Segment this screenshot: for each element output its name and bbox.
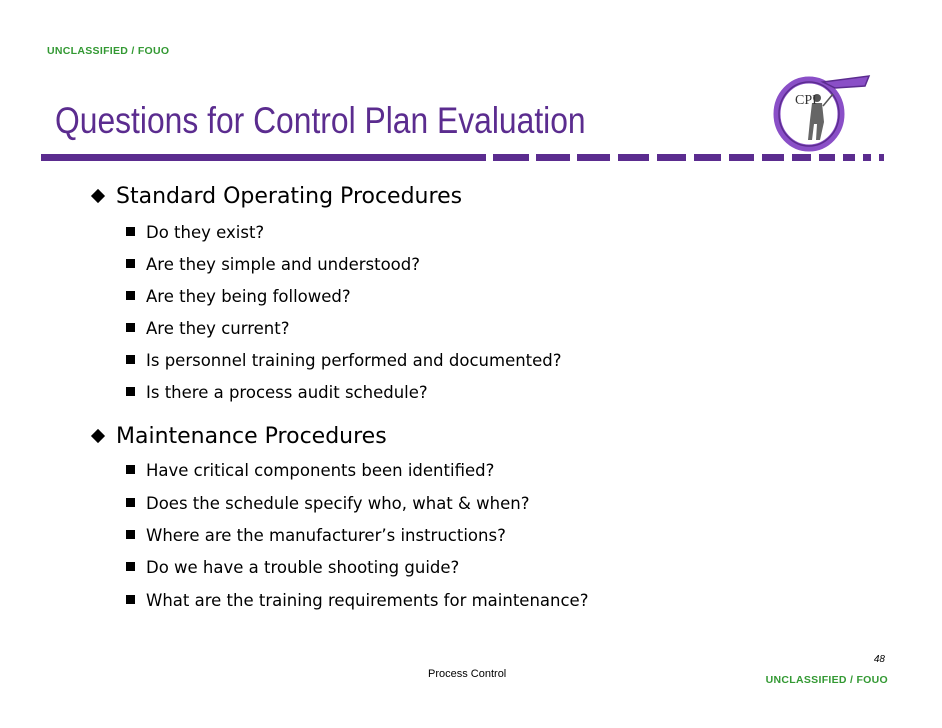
cpi-sigma-logo	[765, 70, 875, 152]
footer-title: Process Control	[428, 668, 507, 680]
diamond-bullet-icon	[91, 428, 105, 442]
slide-title: Questions for Control Plan Evaluation	[55, 100, 586, 141]
page-number: 48	[873, 654, 885, 665]
classification-banner-bottom: UNCLASSIFIED / FOUO	[765, 674, 888, 686]
list-item-text: Are they current?	[146, 319, 290, 338]
square-bullet-icon	[126, 465, 135, 474]
list-item-text: Is personnel training performed and documented?	[146, 351, 562, 370]
section-heading-label: Standard Operating Procedures	[116, 184, 463, 209]
list-item-text: Are they simple and understood?	[146, 255, 420, 274]
title-underline-rule	[41, 154, 884, 161]
list-item-text: What are the training requirements for maintenance?	[146, 591, 589, 610]
square-bullet-icon	[126, 227, 135, 236]
section-heading-label: Maintenance Procedures	[116, 424, 387, 449]
square-bullet-icon	[126, 291, 135, 300]
diamond-bullet-icon	[91, 188, 105, 202]
square-bullet-icon	[126, 562, 135, 571]
list-item-text: Do they exist?	[146, 223, 265, 242]
list-item	[126, 557, 459, 579]
list-item-text: Is there a process audit schedule?	[146, 383, 428, 402]
square-bullet-icon	[126, 498, 135, 507]
list-item	[126, 222, 264, 244]
list-item	[126, 350, 562, 372]
list-item-text: Do we have a trouble shooting guide?	[146, 558, 460, 577]
list-item-text: Have critical components been identified?	[146, 461, 495, 480]
classification-banner-top: UNCLASSIFIED / FOUO	[47, 45, 170, 57]
section-heading-maintenance	[88, 423, 387, 451]
list-item	[126, 254, 420, 276]
list-item-text: Does the schedule specify who, what & when?	[146, 494, 530, 513]
list-item	[126, 493, 529, 515]
list-item	[126, 590, 588, 612]
list-item	[126, 286, 351, 308]
square-bullet-icon	[126, 355, 135, 364]
square-bullet-icon	[126, 323, 135, 332]
square-bullet-icon	[126, 530, 135, 539]
square-bullet-icon	[126, 595, 135, 604]
list-item	[126, 318, 289, 340]
list-item-text: Where are the manufacturer’s instructions?	[146, 526, 506, 545]
list-item	[126, 460, 494, 482]
list-item	[126, 382, 428, 404]
list-item-text: Are they being followed?	[146, 287, 351, 306]
square-bullet-icon	[126, 259, 135, 268]
section-heading-sop	[88, 183, 462, 211]
square-bullet-icon	[126, 387, 135, 396]
logo-letters: CPI	[795, 93, 817, 108]
list-item	[126, 525, 506, 547]
